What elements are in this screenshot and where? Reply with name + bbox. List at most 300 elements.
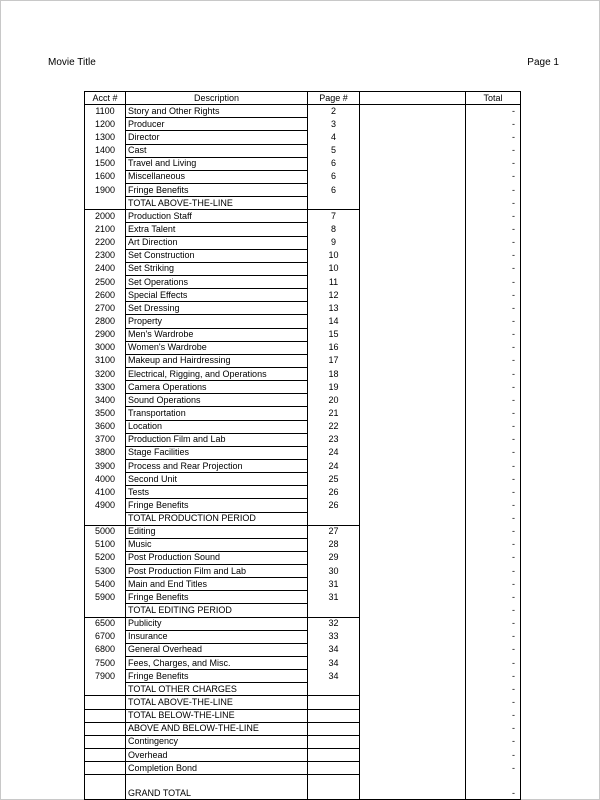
table-row [85,762,521,775]
acct-cell [85,512,126,525]
page-cell: 31 [308,578,360,591]
blank-column-header [360,92,466,105]
acct-cell [85,762,126,775]
table-row [85,367,521,380]
page-cell: 23 [308,433,360,446]
acct-cell: 2100 [85,223,126,236]
page-cell [308,762,360,775]
table-row [85,473,521,486]
blank-cell [360,289,466,302]
description-cell: Tests [126,486,308,499]
acct-cell: 2700 [85,302,126,315]
acct-cell: 1900 [85,183,126,196]
blank-cell [360,749,466,762]
table-row [85,696,521,709]
total-cell: - [512,591,515,602]
blank-cell [360,223,466,236]
budget-summary-table [84,91,521,800]
blank-cell [360,105,466,118]
table-row [85,315,521,328]
acct-cell: 1500 [85,157,126,170]
total-cell: - [512,749,515,760]
total-cell: - [512,513,515,524]
description-cell: Music [126,538,308,551]
description-cell: TOTAL ABOVE-THE-LINE [126,696,308,709]
description-cell: Transportation [126,407,308,420]
table-row [85,420,521,433]
description-cell: Story and Other Rights [126,105,308,118]
blank-cell [360,118,466,131]
page-cell: 29 [308,551,360,564]
table-row [85,289,521,302]
description-cell: General Overhead [126,643,308,656]
acct-cell: 1200 [85,118,126,131]
total-cell: - [512,631,515,642]
total-cell: - [512,158,515,169]
acct-cell: 5900 [85,591,126,604]
description-cell: Post Production Sound [126,551,308,564]
total-cell: - [512,473,515,484]
blank-cell [360,328,466,341]
acct-cell [85,749,126,762]
total-cell: - [512,421,515,432]
blank-cell [360,735,466,748]
acct-cell: 2300 [85,249,126,262]
total-cell: - [512,447,515,458]
acct-cell: 3700 [85,433,126,446]
table-row [85,302,521,315]
acct-cell [85,787,126,800]
total-cell: - [512,526,515,537]
description-cell: GRAND TOTAL [126,787,308,800]
acct-cell: 1600 [85,170,126,183]
table-row [85,381,521,394]
table-row [85,170,521,183]
total-cell: - [512,407,515,418]
blank-cell [360,473,466,486]
page-cell: 34 [308,643,360,656]
acct-cell: 4100 [85,486,126,499]
acct-cell: 3800 [85,446,126,459]
total-cell: - [512,381,515,392]
table-row [85,407,521,420]
page-cell: 26 [308,486,360,499]
blank-cell [360,459,466,472]
total-cell: - [512,787,515,798]
acct-cell: 2400 [85,262,126,275]
table-row [85,262,521,275]
table-header-row [85,92,521,105]
description-cell: Process and Rear Projection [126,459,308,472]
page-cell: 21 [308,407,360,420]
blank-cell [360,157,466,170]
page-cell: 34 [308,657,360,670]
table-row [85,394,521,407]
blank-cell [360,578,466,591]
page-header [48,57,559,71]
total-cell: - [512,736,515,747]
description-cell: ABOVE AND BELOW-THE-LINE [126,722,308,735]
page-cell [308,683,360,696]
table-row [85,512,521,525]
acct-cell: 4900 [85,499,126,512]
page-cell [308,775,360,788]
page-cell: 15 [308,328,360,341]
blank-cell [360,249,466,262]
acct-cell: 5000 [85,525,126,538]
description-cell: Contingency [126,735,308,748]
blank-cell [360,236,466,249]
total-cell: - [512,670,515,681]
table-row [85,328,521,341]
description-cell: Camera Operations [126,381,308,394]
total-cell: - [512,171,515,182]
description-cell: Set Striking [126,262,308,275]
total-cell: - [512,394,515,405]
description-cell: Location [126,420,308,433]
page-cell: 19 [308,381,360,394]
blank-cell [360,499,466,512]
blank-cell [360,630,466,643]
page-cell: 10 [308,249,360,262]
description-cell: TOTAL BELOW-THE-LINE [126,709,308,722]
acct-cell: 5300 [85,565,126,578]
total-cell: - [512,368,515,379]
page-cell: 9 [308,236,360,249]
acct-cell: 3000 [85,341,126,354]
page-cell: 6 [308,170,360,183]
blank-cell [360,709,466,722]
page-cell: 8 [308,223,360,236]
total-cell: - [512,552,515,563]
description-cell: Travel and Living [126,157,308,170]
page-cell [308,512,360,525]
page-cell: 12 [308,289,360,302]
total-cell: - [512,276,515,287]
total-cell: - [512,710,515,721]
description-cell: Set Operations [126,275,308,288]
page-cell: 22 [308,420,360,433]
total-cell: - [512,210,515,221]
total-cell: - [512,118,515,129]
acct-cell: 1300 [85,131,126,144]
acct-cell: 2800 [85,315,126,328]
description-cell: Art Direction [126,236,308,249]
blank-cell [360,131,466,144]
page-cell: 25 [308,473,360,486]
total-column-header: Total [466,92,521,105]
blank-cell [360,512,466,525]
acct-cell [85,775,126,788]
page-cell: 32 [308,617,360,630]
description-cell: Miscellaneous [126,170,308,183]
description-cell: Sound Operations [126,394,308,407]
acct-cell: 3200 [85,367,126,380]
description-cell: Property [126,315,308,328]
description-cell: Completion Bond [126,762,308,775]
table-row [85,499,521,512]
total-cell [466,775,521,788]
blank-cell [360,617,466,630]
description-cell: Set Dressing [126,302,308,315]
blank-cell [360,538,466,551]
description-cell: Production Film and Lab [126,433,308,446]
table-row [85,354,521,367]
total-cell: - [512,184,515,195]
acct-cell: 1400 [85,144,126,157]
page-cell [308,709,360,722]
acct-cell: 3500 [85,407,126,420]
acct-cell: 2600 [85,289,126,302]
description-cell: Electrical, Rigging, and Operations [126,367,308,380]
blank-cell [360,183,466,196]
table-row [85,183,521,196]
blank-cell [360,302,466,315]
page-cell: 14 [308,315,360,328]
total-cell: - [512,250,515,261]
acct-cell: 7900 [85,670,126,683]
table-row [85,433,521,446]
total-cell: - [512,302,515,313]
blank-cell [360,315,466,328]
total-cell: - [512,355,515,366]
table-row [85,131,521,144]
table-row [85,118,521,131]
acct-cell: 5400 [85,578,126,591]
blank-cell [360,262,466,275]
total-cell: - [512,342,515,353]
table-row [85,709,521,722]
acct-cell [85,709,126,722]
blank-cell [360,683,466,696]
acct-cell [85,683,126,696]
acct-cell: 5200 [85,551,126,564]
page-cell: 4 [308,131,360,144]
page-cell: 16 [308,341,360,354]
blank-cell [360,341,466,354]
total-cell: - [512,683,515,694]
total-cell: - [512,618,515,629]
total-cell: - [512,237,515,248]
total-cell: - [512,605,515,616]
table-row [85,525,521,538]
page-cell: 33 [308,630,360,643]
description-cell: Overhead [126,749,308,762]
description-cell: Makeup and Hairdressing [126,354,308,367]
blank-cell [360,275,466,288]
page-cell: 10 [308,262,360,275]
description-cell: Extra Talent [126,223,308,236]
page-cell: 18 [308,367,360,380]
blank-cell [360,170,466,183]
description-cell: Men's Wardrobe [126,328,308,341]
total-cell: - [512,499,515,510]
total-cell: - [512,329,515,340]
page-cell: 11 [308,275,360,288]
total-cell: - [512,565,515,576]
acct-cell: 5100 [85,538,126,551]
page-cell [308,735,360,748]
description-cell [126,775,308,788]
total-cell: - [512,539,515,550]
blank-cell [360,433,466,446]
table-row [85,643,521,656]
blank-cell [360,551,466,564]
table-row [85,105,521,118]
page-cell: 28 [308,538,360,551]
page-cell: 6 [308,157,360,170]
total-cell: - [512,657,515,668]
page-cell: 20 [308,394,360,407]
description-cell: Special Effects [126,289,308,302]
page-cell [308,197,360,210]
total-cell: - [512,460,515,471]
total-cell: - [512,723,515,734]
acct-cell: 2200 [85,236,126,249]
table-row [85,459,521,472]
table-row [85,683,521,696]
blank-cell [360,354,466,367]
total-cell: - [512,486,515,497]
total-cell: - [512,315,515,326]
description-cell: Set Construction [126,249,308,262]
table-row [85,630,521,643]
blank-cell [360,197,466,210]
acct-cell: 3300 [85,381,126,394]
blank-cell [360,420,466,433]
blank-cell [360,775,466,788]
blank-cell [360,657,466,670]
table-row [85,604,521,617]
blank-cell [360,407,466,420]
page-cell: 26 [308,499,360,512]
blank-cell [360,144,466,157]
acct-cell: 3400 [85,394,126,407]
blank-cell [360,696,466,709]
description-cell: Publicity [126,617,308,630]
page-cell [308,787,360,800]
table-row [85,775,521,788]
table-row [85,275,521,288]
description-cell: Producer [126,118,308,131]
page-cell: 27 [308,525,360,538]
total-cell: - [512,289,515,300]
acct-cell: 2500 [85,275,126,288]
description-cell: Post Production Film and Lab [126,565,308,578]
acct-cell: 2000 [85,210,126,223]
table-row [85,749,521,762]
table-row [85,657,521,670]
acct-cell: 6800 [85,643,126,656]
total-cell: - [512,223,515,234]
table-row [85,538,521,551]
table-row [85,486,521,499]
table-row [85,341,521,354]
table-row [85,670,521,683]
page-cell [308,722,360,735]
table-row [85,578,521,591]
blank-cell [360,604,466,617]
page-cell: 30 [308,565,360,578]
description-cell: Stage Facilities [126,446,308,459]
table-row [85,236,521,249]
description-cell: Cast [126,144,308,157]
total-cell: - [512,145,515,156]
blank-cell [360,446,466,459]
acct-cell: 3100 [85,354,126,367]
description-cell: Second Unit [126,473,308,486]
page-cell: 34 [308,670,360,683]
page-cell: 5 [308,144,360,157]
table-row [85,249,521,262]
table-row [85,565,521,578]
description-column-header: Description [126,92,308,105]
acct-cell [85,722,126,735]
blank-cell [360,210,466,223]
table-row [85,787,521,800]
page-cell: 17 [308,354,360,367]
table-row [85,551,521,564]
description-cell: TOTAL EDITING PERIOD [126,604,308,617]
blank-cell [360,722,466,735]
acct-cell: 2900 [85,328,126,341]
page-cell: 24 [308,446,360,459]
acct-cell: 6500 [85,617,126,630]
table-row [85,735,521,748]
blank-cell [360,565,466,578]
table-row [85,144,521,157]
total-cell: - [512,197,515,208]
page-cell [308,604,360,617]
blank-cell [360,525,466,538]
description-cell: Fees, Charges, and Misc. [126,657,308,670]
acct-cell [85,604,126,617]
page-number: Page 1 [527,57,559,68]
page-cell: 7 [308,210,360,223]
page-cell: 6 [308,183,360,196]
blank-cell [360,643,466,656]
description-cell: TOTAL OTHER CHARGES [126,683,308,696]
page-cell: 13 [308,302,360,315]
blank-cell [360,486,466,499]
description-cell: Director [126,131,308,144]
acct-cell [85,735,126,748]
description-cell: Editing [126,525,308,538]
page-column-header: Page # [308,92,360,105]
acct-cell: 1100 [85,105,126,118]
acct-column-header: Acct # [85,92,126,105]
acct-cell [85,696,126,709]
description-cell: Main and End Titles [126,578,308,591]
acct-cell: 7500 [85,657,126,670]
acct-cell: 3600 [85,420,126,433]
description-cell: Fringe Benefits [126,499,308,512]
description-cell: Production Staff [126,210,308,223]
acct-cell: 6700 [85,630,126,643]
total-cell: - [512,697,515,708]
description-cell: Fringe Benefits [126,670,308,683]
blank-cell [360,381,466,394]
acct-cell [85,197,126,210]
page-cell [308,749,360,762]
table-row [85,223,521,236]
description-cell: TOTAL ABOVE-THE-LINE [126,197,308,210]
table-row [85,446,521,459]
total-cell: - [512,578,515,589]
blank-cell [360,591,466,604]
total-cell: - [512,434,515,445]
table-row [85,617,521,630]
